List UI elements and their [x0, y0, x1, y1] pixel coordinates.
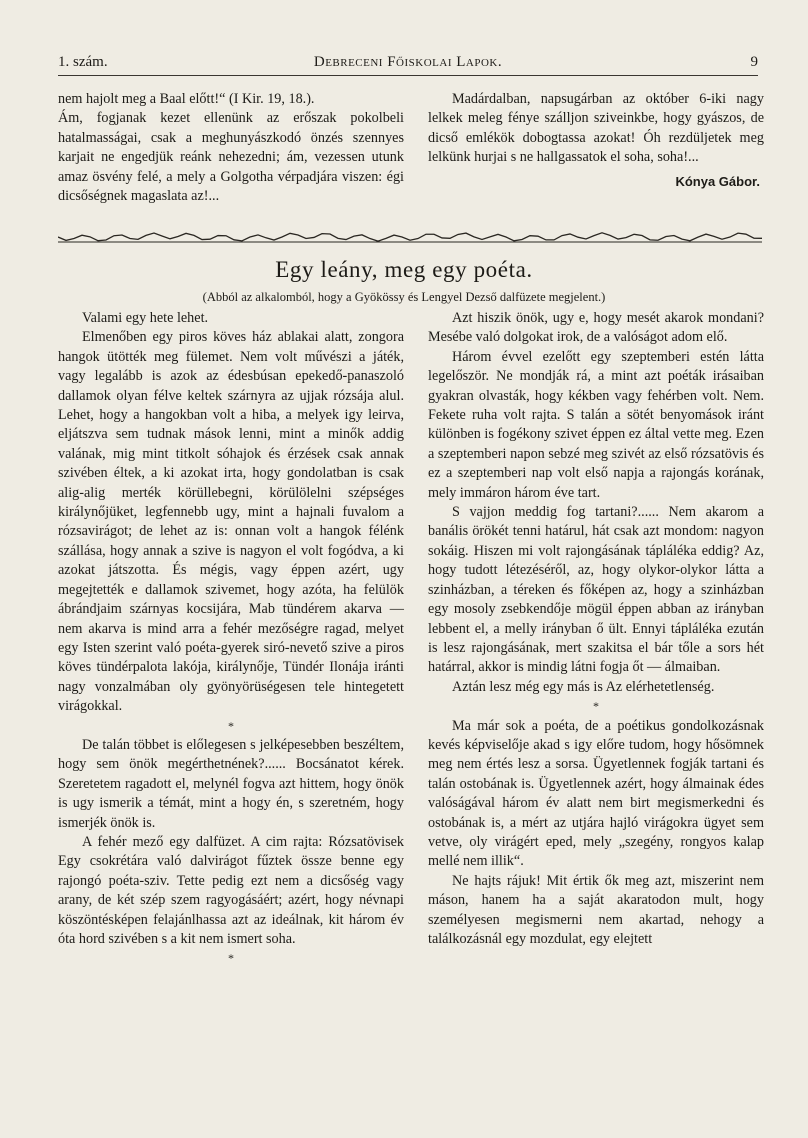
text-paragraph: De talán többet is előlegesen s jelképesebben beszéltem, hogy sem önök megérthetnének?...... Bocsánatot kérek. Szeretetem ragadott el, melynél fogva azt hittem, hogy önök is ugy ismerik a témát, mint a hogy én, s szeretném, hogy ismerjék önök is. — [58, 736, 404, 831]
section-separator: * — [228, 718, 234, 733]
page-header — [58, 54, 758, 76]
issue-number: 1. szám. — [58, 54, 108, 70]
page-number: 9 — [750, 54, 758, 70]
text-paragraph: Azt hiszik önök, ugy e, hogy mesét akarok mondani? Mesébe való dolgokat irok, de a valóságot adom elő. — [428, 310, 764, 346]
previous-article-right-column — [428, 90, 764, 191]
decorative-wavy-divider — [58, 231, 762, 245]
author-signature: Kónya Gábor. — [675, 173, 760, 189]
section-separator: * — [228, 951, 234, 966]
text-paragraph: S vajjon meddig fog tartani?...... Nem akarom a banális örökét tenni határul, hát csak azt mondom: nagyon sokáig. Hiszen mi volt rajongásának tápláléka eddig? Az, hogy tudott létezéséről, az, hogy olykor-olykor látta a szinházban, a téreken és főképen az, hogy a szinházban egy mosoly zsebkendője mögül éppen abban az irányban lebbent el, a melly irányban ő ült. Ennyi tápláléka ezután is lesz rajongásának, mert szakitsa el bár tőle a sors hét határral, akkor is mindig látni fogja őt — álmaiban. — [428, 504, 764, 676]
text-paragraph: Három évvel ezelőtt egy szeptemberi estén látta legelőször. Ne mondják rá, a mint azt poéták irásaiban gyakran olvasták, hogy kékben vagy fehérben volt. Nem. Fekete ruha volt rajta. S talán a sötét benyomások iránt különben is fogékony szivet éppen ez által vette meg. Ezen a szeptemberi napon sebzé meg szivét az első rózsatövis és ez a szeptemberi nap volt első napja a rajongás korának, mely immáron három éve tart. — [428, 348, 764, 501]
text-paragraph: Elmenőben egy piros köves ház ablakai alatt, zongora hangok ütötték meg fülemet. Nem volt művészi a játék, vagy legalább is azok az édesbúsan epekedő-panaszoló dallamok olyan félve keltek szárnyra az ujjak rózsája alul. Lehet, hogy a hangokban volt a hiba, a melyek igy leirva, eljátszva sem tudnak mások lenni, mint a minők addig valának, mig mint titkolt sóhajok és érzések csak annak szivében éltek, a ki azokat irta, hogy gondolatban is csak alig-alig merték körüllebegni, körülölelni szépséges királynőjüket, legfennebb ugy, mint a hajnali fuvalom a rózsavirágot; de lehet az is: onnan volt a hangok félénk szállása, hogy annak a szive is nagyon el volt fogódva, a ki azokat játszotta. És mégis, vagy éppen azért, ugy megejtették e dallamok szivemet, hogy azóta, ha felülök ábrándjaim szárnyas kocsijára, Mab tündérem akarva — nem akarva is mind arra a fehér mezőségre ragad, melyet egy Isten szerint való poéta-gyerek siró-nevető szive a piros köves tündérpalota lakója, királynője, Tündér Ilonája iránti nagy vonzalmában oly gyönyörüségesen tele hintegetett virágokkal. — [58, 329, 404, 715]
text-paragraph: A fehér mező egy dalfüzet. A cim rajta: Rózsatövisek Egy csokrétára való dalvirágot fűztek össze benne egy rajongó poéta-sziv. Tette pedig ezt nem a dicsőség vagy arany, de két szép szem ragyogásáért; azért, hogy névnapi köszöntésképen felajánlhassa azt az ideálnak, kit három év óta hord szivében s a kit nem ismert soha. — [58, 833, 404, 947]
text-paragraph: Valami egy hete lehet. — [82, 310, 209, 326]
text-paragraph: Ma már sok a poéta, de a poétikus gondolkozásnak kevés képviselője akad s igy előre tudom, hogy hősömnek meg nem értés lesz a sorsa. Ügyetlennek fogják tartani és talán ostobának is. Ügyetlennek azért, hogy álmainak édes valóságával három év alatt nem birt megismerkedni és ostobának is, a mért az utjára hajló virágokra ügyet sem vetve, oly virágért eped, mely „szegény, rongyos kalap mellé nem illik“. — [428, 717, 764, 870]
article-right-column — [428, 309, 764, 949]
text-paragraph: Aztán lesz még egy más is Az elérhetetlenség. — [452, 678, 715, 695]
article-title: Egy leány, meg egy poéta. — [275, 257, 533, 282]
text-paragraph: Ám, fogjanak kezet ellenünk az erőszak pokolbeli hatalmasságai, csak a meghunyászkodó önzés szennyes karjait ne engedjük reánk nehezedni; ám, vezessen utunk amaz ösvény felé, a mely a Golgotha vérpadjára viszen: égi dicsőségnek magaslata az!... — [58, 110, 404, 205]
previous-article-left-column — [58, 90, 404, 206]
text-paragraph: Ne hajts rájuk! Mit értik ők meg azt, miszerint nem máson, hanem ha a saját akaratodon mult, hogy személyesen megismerni nem akartad, nehogy a találkozásnál egy mozdulat, egy elejtett — [428, 872, 764, 947]
header-rule — [58, 75, 758, 76]
text-paragraph: nem hajolt meg a Baal előtt!“ (I Kir. 19, 18.). — [58, 91, 315, 107]
journal-title: Debreceni Főiskolai Lapok. — [313, 54, 503, 70]
text-paragraph: Madárdalban, napsugárban az október 6-iki nagy lelkek meleg fénye szálljon sziveinkbe, hogy gyászos, de dicső emlékök dobogtassa azokat! Óh rezdüljetek meg lelkünk hurjai s ne hallgassatok el soha, soha!... — [428, 91, 764, 166]
article-left-column — [58, 309, 404, 969]
section-separator: * — [593, 699, 599, 714]
article-subtitle: (Abból az alkalomból, hogy a Gyökössy és Lengyel Dezső dalfüzete megjelent.) — [202, 290, 606, 304]
